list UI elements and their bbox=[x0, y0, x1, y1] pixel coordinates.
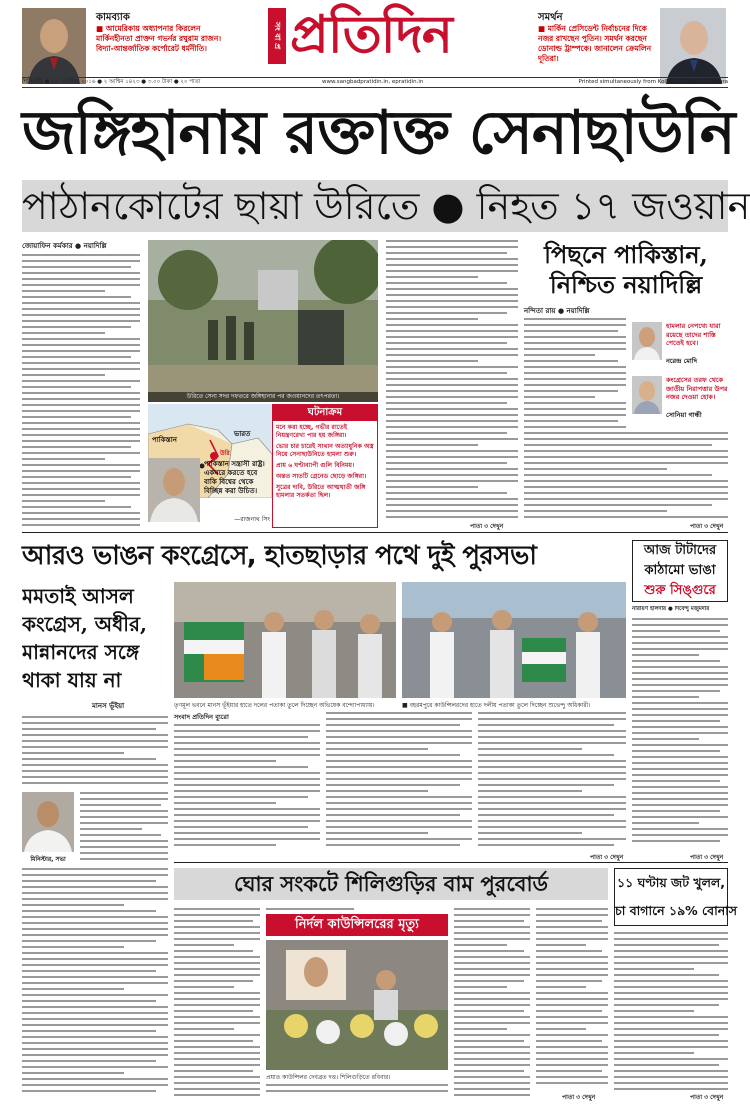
timeline-item: মনে করা হচ্ছে, গভীর রাতেই নিয়ন্ত্রণরেখা পার হয় জঙ্গিরা। bbox=[276, 424, 348, 439]
lead-photo bbox=[148, 240, 378, 402]
sonia-photo bbox=[632, 376, 662, 414]
teaser-right-text: ■ মার্কিন প্রেসিডেন্ট নির্বাচনের দিকে নজর রাখছেন পুতিন। সমর্থন করছেন ডোনাল্ড ট্রাম্পকে। জানালেন ক্রেমলিন দূতিরা। bbox=[538, 24, 652, 63]
tata-headline-2: কাঠামো ভাঙা bbox=[644, 563, 716, 578]
person-portrait-icon bbox=[632, 322, 662, 360]
logo-small-badge: সং বা প্র bbox=[268, 8, 286, 64]
lead-photo-caption: উরিতে সেনা সদর দফতরে জঙ্গিহানার পর জওয়ানদের তৎপরতা। bbox=[148, 392, 378, 402]
teaser-left-text: ■ আমেরিকায় অধ্যাপনার কিরলেন মার্কিনহীনতা প্রাক্তন গভর্নর রঘুরাম রাজন। বিদ্যা-আন্তর্জাতিক কর্পোরেট ধর্মনীতি। bbox=[96, 24, 222, 53]
second-photo-2 bbox=[402, 582, 626, 698]
divider bbox=[174, 862, 728, 863]
siliguri-photo-caption: প্রয়াত কাউন্সিলর দেবব্রত দত্ত। শিলিগুড়িতে রবিবার। bbox=[266, 1074, 391, 1081]
timeline-title: ঘটনাক্রম bbox=[273, 405, 377, 421]
rajnath-photo bbox=[148, 458, 200, 522]
siliguri-subhead: নির্দল কাউন্সিলরের মৃত্যু bbox=[266, 914, 448, 936]
lead-headline: জঙ্গিহানায় রক্তাক্ত সেনাছাউনি bbox=[22, 98, 735, 168]
funeral-photo-icon bbox=[266, 940, 448, 1070]
timeline-list bbox=[273, 421, 377, 500]
divider bbox=[22, 532, 728, 533]
lead-body-left bbox=[22, 254, 140, 530]
second-body-left-2 bbox=[80, 792, 168, 862]
second-photo-1-caption: তৃণমূল ভবনে মানস ভূঁইয়ার হাতে দলের পতাকা তুলে দিচ্ছেন অভিষেক বন্দ্যোপাধ্যায়। bbox=[174, 702, 375, 709]
tata-continued: পাতা ৩ দেখুন bbox=[690, 854, 724, 861]
person-portrait-icon bbox=[22, 8, 86, 84]
teaser-right-title: সমর্থন bbox=[538, 12, 563, 23]
lead-body-middle bbox=[386, 240, 518, 520]
lead-section-tag: জোয়াফিন কর্মকার ● নয়াদিল্লি bbox=[22, 242, 107, 250]
second-body-left-3 bbox=[22, 868, 168, 1100]
second-body-left bbox=[22, 716, 168, 788]
tata-byline: নারায়ণ হালদার ● দিবেন্দু মজুমদার bbox=[632, 606, 710, 612]
modi-photo bbox=[632, 322, 662, 360]
side-quote-2-by: সোনিয়া গান্ধী bbox=[666, 411, 702, 419]
second-body-col-1 bbox=[174, 724, 320, 852]
siliguri-continued: পাতা ৩ দেখুন bbox=[562, 1094, 596, 1101]
second-photo-1 bbox=[174, 582, 396, 698]
siliguri-body-3 bbox=[266, 1084, 448, 1100]
website-link[interactable]: www.sangbadpratidin.in, epratidin.in bbox=[322, 79, 424, 85]
siliguri-body-5 bbox=[536, 908, 608, 1090]
lead-subhead: পাঠানকোটের ছায়া উরিতে ● নিহত ১৭ জওয়ান bbox=[22, 180, 728, 232]
masthead bbox=[0, 0, 750, 88]
side-continued: পাতা ৩ দেখুন bbox=[690, 523, 724, 530]
second-mid-byline: সংবাদ প্রতিদিন ব্যুরো bbox=[174, 713, 229, 721]
second-body-col-3 bbox=[478, 712, 626, 852]
side-byline: নন্দিতা রায় ● নয়াদিল্লি bbox=[524, 307, 590, 315]
timeline-item: ভোর চার চারেই সাথান অত্যাধুনিক অস্ত্র নিয়ে সেনাছাউনিতে হামলা শুরু। bbox=[276, 443, 374, 458]
author-photo bbox=[22, 792, 74, 852]
person-portrait-icon bbox=[660, 8, 726, 84]
lead-quote-by: —রাজনাথ সিং bbox=[234, 516, 270, 523]
timeline-item: প্রায় ৬ ঘণ্টাব্যাপী গুলি বিনিময়। bbox=[276, 462, 355, 469]
author-caption: মিনিস্টার, সভা bbox=[30, 856, 66, 863]
siliguri-body-1 bbox=[174, 908, 260, 1100]
second-continued: পাতা ৩ দেখুন bbox=[590, 854, 624, 861]
tata-headline-3: শুরু সিঙ্গুরে bbox=[644, 583, 716, 598]
bonus-headline-1: ১১ ঘণ্টায় জট খুলল, bbox=[617, 875, 725, 890]
lead-continued: পাতা ৩ দেখুন bbox=[470, 523, 504, 530]
map-label-india: ভারত bbox=[234, 430, 251, 438]
second-kicker: মমতাই আসল কংগ্রেস, অধীর, মান্নানদের সঙ্গে থাকা যায় না bbox=[22, 584, 147, 692]
side-quote-1-by: নরেন্দ্র মোদি bbox=[666, 357, 697, 365]
bonus-box bbox=[614, 868, 738, 926]
tata-body bbox=[632, 618, 728, 850]
second-byline: মানস ভূঁইয়া bbox=[92, 702, 125, 710]
timeline-item: সুত্রের দাবি, উরিতে আত্মঘাতী জঙ্গি হামলার সতর্কতা ছিল। bbox=[276, 484, 366, 499]
second-headline: আরও ভাঙন কংগ্রেসে, হাতছাড়ার পথে দুই পুরসভা bbox=[22, 541, 537, 571]
tata-headline-1: আজ টাটাদের bbox=[643, 543, 717, 558]
tata-box bbox=[632, 540, 728, 602]
teaser-left-title: কামব্যাক bbox=[96, 12, 130, 23]
person-portrait-icon bbox=[148, 458, 200, 522]
lead-quote: পাকিস্তান সন্ত্রাসী রাষ্ট্র। একঘরে করতে হবে বাকি বিশ্বের থেকে বিচ্ছিন্ন করা উচিত। bbox=[204, 460, 265, 495]
bonus-body bbox=[614, 932, 728, 1092]
teaser-right-photo bbox=[660, 8, 726, 84]
side-headline-1: পিছনে পাকিস্তান, bbox=[544, 240, 708, 269]
flag-handover-photo-icon bbox=[402, 582, 626, 698]
timeline-box bbox=[272, 404, 378, 528]
second-photo-2-caption: ■ বহরমপুরে কাউন্সিলরদের হাতে দলীয় পতাকা তুলে দিচ্ছেন শুভেন্দু অধিকারী। bbox=[402, 702, 591, 709]
bonus-continued: পাতা ৩ দেখুন bbox=[690, 1094, 724, 1101]
army-camp-photo-icon bbox=[148, 240, 378, 402]
print-info: Printed simultaneously from Kolkata, Siliguri & Barjora bbox=[578, 79, 728, 85]
side-quote-1: হামলার নেপথ্যে যারা রয়েছে তাদের শাস্তি পেতেই হবে। bbox=[666, 322, 721, 347]
second-body-col-2 bbox=[326, 712, 472, 852]
siliguri-photo bbox=[266, 940, 448, 1070]
timeline-item: অন্তত সাতটি গ্রেনেড ছোড়ে জঙ্গিরা। bbox=[276, 473, 367, 480]
side-headline-2: নিশ্চিত নয়াদিল্লি bbox=[549, 270, 703, 299]
side-body-2 bbox=[524, 432, 728, 520]
siliguri-body-4 bbox=[454, 908, 530, 1100]
person-portrait-icon bbox=[632, 376, 662, 414]
logo: প্রতিদিন bbox=[290, 5, 452, 65]
map-label-pakistan: পাকিস্তান bbox=[152, 436, 177, 444]
siliguri-headline: ঘোর সংকটে শিলিগুড়ির বাম পুরবোর্ড bbox=[174, 868, 608, 900]
flag-handover-photo-icon bbox=[174, 582, 396, 698]
issue-info: শিলিগুড়ি ● ১৯ সেপ্টেম্বর ২০১৬ ● ২ আশ্বিন ১৪২৩ ● ৩.০০ টাকা ● ২০ পাতা bbox=[22, 79, 201, 85]
side-body-1 bbox=[524, 318, 626, 430]
person-portrait-icon bbox=[22, 792, 74, 852]
info-bar bbox=[22, 77, 728, 88]
map-label-uri: উরি bbox=[220, 450, 230, 457]
bonus-headline-2: চা বাগানে ১৯% বোনাস bbox=[615, 903, 738, 918]
side-quote-2: কংগ্রেসের তরফ থেকে জাতীয় নিরাপত্তার উপর নজর দেওয়া হোক। bbox=[666, 376, 728, 401]
teaser-left-photo bbox=[22, 8, 86, 84]
